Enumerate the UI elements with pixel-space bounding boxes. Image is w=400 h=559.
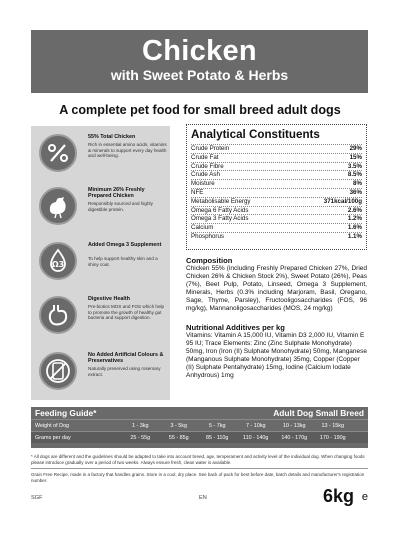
pack-footer xyxy=(31,486,368,510)
grams-cell: 170 - 190g xyxy=(319,434,346,441)
feeding-notes xyxy=(31,454,368,486)
benefit-title: Minimum 26% Freshly Prepared Chicken xyxy=(88,187,145,200)
additives-text: Vitamins: Vitamin A 15,000 IU, Vitamin D3 2,000 IU, Vitamin E 95 IU; Trace Elements: Zinc (Zinc Sulphate Monohydrate) 50mg, Iron (Iron (II) Sulphate Monohydrate) 50mg, Manganese (Manganous Sulphate Monohydrate) 35mg, Copper (Copper (II) Sulphate Pentahydrate) 15mg, Iodine (Calcium Iodate Anhydrous) 1mg xyxy=(186,332,368,379)
analytical-row xyxy=(191,144,362,153)
grams-cell: 140 - 170g xyxy=(281,434,308,441)
analytical-row xyxy=(191,153,362,162)
benefit-digestive xyxy=(31,296,170,344)
analytical-label: Moisture xyxy=(191,180,215,188)
benefit-omega xyxy=(31,242,170,290)
analytical-label: Crude Fat xyxy=(191,153,219,161)
analytical-value: 15% xyxy=(349,153,362,161)
analytical-label: Omega 6 Fatty Acids xyxy=(191,206,249,214)
weight-cell: 7 - 10kg xyxy=(246,422,266,429)
analytical-row xyxy=(191,188,362,197)
composition-title: Composition xyxy=(186,256,233,265)
no-artificial-icon xyxy=(39,352,77,390)
analytical-title: Analytical Constituents xyxy=(191,128,320,141)
weight-cell: 5 - 7kg xyxy=(209,422,226,429)
analytical-value: 2.6% xyxy=(347,206,362,214)
composition-text: Chicken 55% (including Freshly Prepared Chicken 27%, Dried Chicken 26% & Chicken Stock 2%), Sweet Potato (26%), Peas (7%), Beet Pulp, Potato, Linseed, Omega 3 Supplement, Minerals, Herbs (0.3% including Marjoram, Basil, Oregano, Sage, Thyme, Parsley), Fructooligosaccharides (FOS, 96 mg/kg), Mannanoligosaccharides (MOS, 24 mg/kg) xyxy=(186,265,368,312)
benefit-title: No Added Artificial Colours & Preservatives xyxy=(88,352,164,365)
analytical-row xyxy=(191,197,362,206)
feeding-weight-row xyxy=(31,419,368,431)
analytical-value: 1.6% xyxy=(347,224,362,232)
benefit-desc: Rich in essential amino acids, vitamins & minerals to support every day health and well-being. xyxy=(88,142,167,159)
analytical-value: 371kcal/100g xyxy=(323,197,362,205)
benefit-title: 55% Total Chicken xyxy=(88,134,136,140)
grams-cell: 110 - 140g xyxy=(243,434,269,441)
recipe-note: Grain Free Recipe, made in a factory that handles grains. Store in a cool, dry place. See back of pack for best before date, batch details and manufacturer's registration number. xyxy=(31,472,365,483)
feeding-header xyxy=(31,407,368,419)
composition-section xyxy=(186,256,367,313)
estimated-mark: e xyxy=(361,491,368,503)
chicken-icon xyxy=(39,187,77,225)
analytical-row xyxy=(191,170,362,179)
feeding-title: Feeding Guide* xyxy=(35,408,97,418)
weight-cell: 1 - 3kg xyxy=(132,422,149,429)
weight-cell: 3 - 5kg xyxy=(170,422,187,429)
analytical-row xyxy=(191,232,362,241)
benefit-desc: To help support healthy skin and a shiny coat. xyxy=(88,256,158,267)
analytical-label: Crude Ash xyxy=(191,171,220,179)
additives-section xyxy=(186,323,367,380)
product-subtitle: with Sweet Potato & Herbs xyxy=(110,67,289,83)
analytical-label: Omega 3 Fatty Acids xyxy=(191,215,249,223)
product-code: SGF xyxy=(31,495,43,501)
additives-title: Nutritional Additives per kg xyxy=(186,323,285,332)
weight-cell: 13 - 15kg xyxy=(321,422,344,429)
analytical-row xyxy=(191,214,362,223)
analytical-row xyxy=(191,179,362,188)
benefit-total-chicken xyxy=(31,134,170,182)
language-code: EN xyxy=(199,495,207,501)
product-header xyxy=(31,30,368,93)
feeding-guide xyxy=(31,407,368,448)
analytical-value: 1.1% xyxy=(347,232,362,240)
tagline: A complete pet food for small breed adult dogs xyxy=(59,103,341,117)
net-weight: 6kg xyxy=(322,486,354,506)
svg-text:Ω3: Ω3 xyxy=(51,260,65,269)
analytical-label: Crude Protein xyxy=(191,145,230,152)
analytical-value: 36% xyxy=(349,188,362,196)
weight-label: Weight of Dog xyxy=(35,422,70,429)
grams-cell: 25 - 55g xyxy=(130,434,151,441)
weight-cell: 10 - 13kg xyxy=(283,422,306,429)
benefit-title: Added Omega 3 Supplement xyxy=(88,242,162,248)
product-title: Chicken xyxy=(142,35,257,67)
analytical-value: 8.5% xyxy=(347,171,362,179)
divider xyxy=(31,468,368,469)
benefit-fresh-chicken xyxy=(31,187,170,235)
analytical-label: NFE xyxy=(191,188,204,196)
analytical-value: 3.5% xyxy=(347,162,362,170)
benefit-desc: Pre-biotics MOS and FOS which help to promote the growth of healthy gut bacteria and support digestion. xyxy=(88,304,165,321)
grams-cell: 55 - 85g xyxy=(168,434,189,441)
omega-drop-icon xyxy=(39,242,77,280)
analytical-row xyxy=(191,162,362,171)
analytical-value: 29% xyxy=(349,145,362,152)
analytical-label: Metabolisable Energy xyxy=(191,197,251,205)
benefit-no-artificial xyxy=(31,352,170,400)
analytical-label: Crude Fibre xyxy=(191,162,224,170)
analytical-value: 8% xyxy=(353,180,362,188)
benefit-desc: Responsibly sourced and highly digestible protein. xyxy=(88,201,153,212)
analytical-label: Calcium xyxy=(191,224,214,232)
grams-cell: 85 - 110g xyxy=(206,434,229,441)
percent-icon xyxy=(39,134,77,172)
feeding-subtitle: Adult Dog Small Breed xyxy=(273,408,364,418)
benefits-panel xyxy=(31,126,170,400)
analytical-value: 1.2% xyxy=(347,215,362,223)
stomach-icon xyxy=(39,296,77,334)
benefit-title: Digestive Health xyxy=(88,296,130,302)
analytical-row xyxy=(191,223,362,232)
grams-label: Grams per day xyxy=(35,434,71,441)
analytical-constituents xyxy=(186,124,367,250)
guideline-note: * All dogs are different and the guidelines should be adapted to take into account breed, age, temperament and activity level of the individual dog. When changing foods please introduce gradually over a period of two weeks. Always ensure fresh, clean water is available. xyxy=(31,454,365,465)
analytical-label: Phosphorus xyxy=(191,232,225,240)
benefit-desc: Naturally preserved using rosemary extract. xyxy=(88,366,161,377)
analytical-row xyxy=(191,206,362,215)
feeding-grams-row xyxy=(31,431,368,443)
